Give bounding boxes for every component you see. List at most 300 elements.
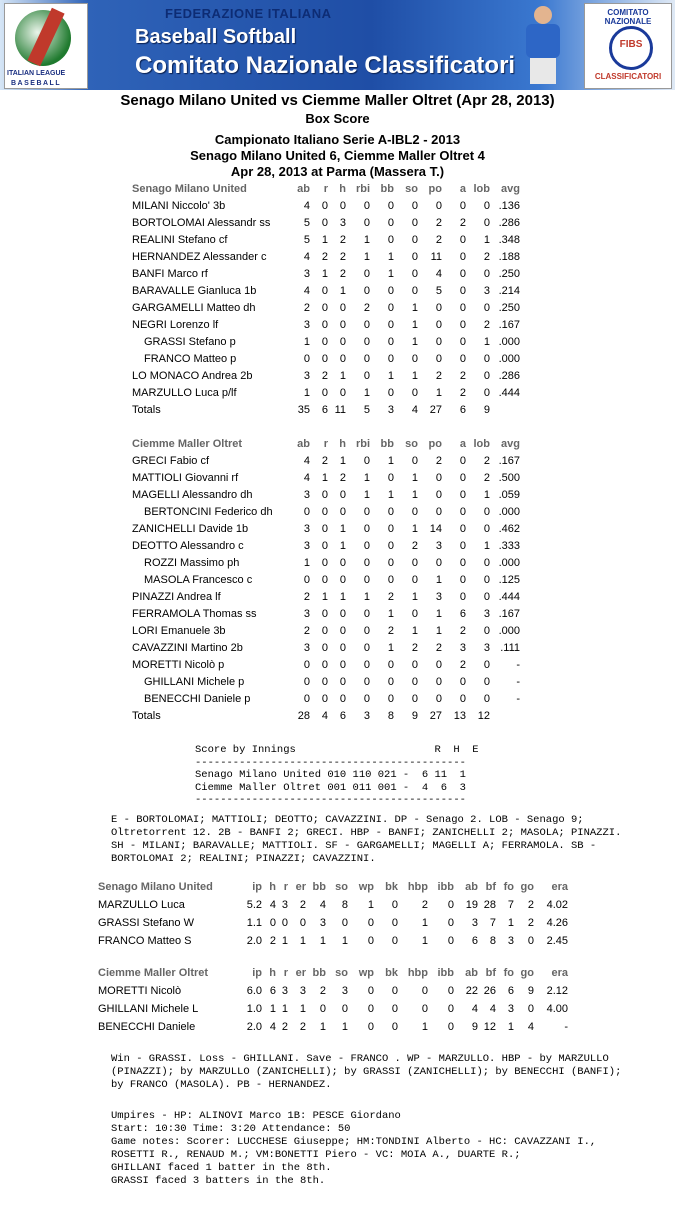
stat-so: 0 <box>411 455 418 467</box>
column-header-er: er <box>295 881 306 893</box>
stat-bb: 0 <box>387 336 394 348</box>
stat-r: 0 <box>321 353 328 365</box>
stat-h: 1 <box>339 285 346 297</box>
stat-lob: 2 <box>483 472 490 484</box>
table-row <box>132 283 520 300</box>
stat-r: 0 <box>321 642 328 654</box>
stat-a: 2 <box>459 217 466 229</box>
total-so: 4 <box>411 404 418 416</box>
stat-ip: 1.0 <box>246 1003 262 1015</box>
stat-so: 0 <box>341 1003 348 1015</box>
table-row <box>132 521 520 538</box>
stat-a: 0 <box>459 319 466 331</box>
stat-r: 0 <box>321 659 328 671</box>
stat-so: 2 <box>411 642 418 654</box>
stat-r: 0 <box>321 608 328 620</box>
stat-a: 0 <box>459 489 466 501</box>
stat-bb: 2 <box>387 625 394 637</box>
stat-bb: 3 <box>319 917 326 929</box>
stat-po: 0 <box>435 353 442 365</box>
stat-so: 0 <box>411 506 418 518</box>
pitcher-name: MARZULLO Luca <box>98 899 185 911</box>
stat-fo: 3 <box>507 1003 514 1015</box>
column-header-so: so <box>405 438 418 450</box>
stat-wp: 0 <box>367 1003 374 1015</box>
total-r: 4 <box>321 710 328 722</box>
column-header-a: a <box>459 183 466 195</box>
stat-r: 0 <box>321 557 328 569</box>
stat-hbp: 1 <box>421 935 428 947</box>
stat-ab: 0 <box>303 574 310 586</box>
column-header-hbp: hbp <box>407 967 428 979</box>
stat-h: 1 <box>269 1003 276 1015</box>
stat-avg: .444 <box>498 591 520 603</box>
stat-so: 0 <box>411 676 418 688</box>
stat-ibb: 0 <box>447 985 454 997</box>
pitcher-name: BENECCHI Daniele <box>98 1021 196 1033</box>
batting-table-away <box>132 436 520 725</box>
total-lob: 12 <box>477 710 490 722</box>
stat-avg: .348 <box>498 234 520 246</box>
stat-a: 0 <box>459 302 466 314</box>
player-name: MASOLA Francesco c <box>144 574 253 586</box>
stat-po: 2 <box>435 455 442 467</box>
stat-rbi: 0 <box>363 285 370 297</box>
stat-a: 0 <box>459 251 466 263</box>
fibs-logo <box>584 3 672 89</box>
column-header-bb: bb <box>380 438 394 450</box>
player-name: GRECI Fabio cf <box>132 455 210 467</box>
stat-ab: 6 <box>471 935 478 947</box>
stat-bb: 1 <box>319 1021 326 1033</box>
stat-ab: 5 <box>303 234 310 246</box>
stat-rbi: 0 <box>363 268 370 280</box>
column-header-r: r <box>323 438 328 450</box>
stat-r: 0 <box>321 336 328 348</box>
stat-so: 1 <box>411 523 418 535</box>
column-header-h: h <box>339 438 346 450</box>
stat-so: 0 <box>411 268 418 280</box>
stat-so: 3 <box>341 985 348 997</box>
stat-r: 0 <box>321 676 328 688</box>
pitcher-name: GRASSI Stefano W <box>98 917 194 929</box>
table-row <box>132 351 520 368</box>
stat-a: 0 <box>459 540 466 552</box>
stat-ab: 9 <box>471 1021 478 1033</box>
table-row <box>98 932 568 950</box>
stat-er: 1 <box>299 1003 306 1015</box>
stat-ip: 2.0 <box>246 935 262 947</box>
stat-lob: 0 <box>483 693 490 705</box>
table-row <box>132 198 520 215</box>
table-row <box>132 555 520 572</box>
stat-fo: 6 <box>507 985 514 997</box>
stat-ab: 5 <box>303 217 310 229</box>
player-name: DEOTTO Alessandro c <box>132 540 244 552</box>
pitching-header-row <box>98 964 568 982</box>
committee-name: Comitato Nazionale Classificatori <box>135 52 516 79</box>
totals-label: Totals <box>132 710 161 722</box>
player-name: GRASSI Stefano p <box>144 336 236 348</box>
stat-r: 0 <box>321 200 328 212</box>
column-header-rbi: rbi <box>355 438 370 450</box>
stat-h: 0 <box>339 557 346 569</box>
stat-bb: 1 <box>387 370 394 382</box>
stat-er: 2 <box>299 899 306 911</box>
column-header-ibb: ibb <box>437 967 454 979</box>
stat-avg: .444 <box>498 387 520 399</box>
column-header-wp: wp <box>358 967 374 979</box>
header-banner <box>0 0 675 90</box>
stat-era: 2.12 <box>546 985 568 997</box>
stat-bk: 0 <box>391 917 398 929</box>
stat-r: 2 <box>321 370 328 382</box>
total-lob: 9 <box>483 404 490 416</box>
stat-po: 0 <box>435 506 442 518</box>
total-avg <box>490 708 520 725</box>
team-name: Senago Milano United <box>132 183 247 195</box>
stat-h: 1 <box>339 523 346 535</box>
stat-bk: 0 <box>391 899 398 911</box>
table-row <box>98 896 568 914</box>
stat-h: 1 <box>339 455 346 467</box>
column-header-era: era <box>551 967 568 979</box>
stat-avg: .188 <box>498 251 520 263</box>
italian-league-logo <box>4 3 88 89</box>
player-name: GHILLANI Michele p <box>144 676 245 688</box>
stat-lob: 0 <box>483 506 490 518</box>
stat-lob: 0 <box>483 659 490 671</box>
stat-h: 1 <box>339 591 346 603</box>
stat-a: 0 <box>459 472 466 484</box>
stat-avg: - <box>516 693 520 705</box>
stat-lob: 1 <box>483 234 490 246</box>
stat-lob: 0 <box>483 200 490 212</box>
stat-ab: 22 <box>465 985 478 997</box>
stat-r: 1 <box>321 268 328 280</box>
player-name: BERTONCINI Federico dh <box>144 506 273 518</box>
stat-bb: 0 <box>387 523 394 535</box>
stat-h: 1 <box>339 370 346 382</box>
stat-bk: 0 <box>391 935 398 947</box>
stat-bb: 0 <box>387 676 394 688</box>
stat-rbi: 0 <box>363 523 370 535</box>
stat-h: 3 <box>339 217 346 229</box>
stat-po: 2 <box>435 217 442 229</box>
stat-h: 0 <box>269 917 276 929</box>
stat-rbi: 0 <box>363 625 370 637</box>
stat-po: 1 <box>435 574 442 586</box>
column-header-fo: fo <box>503 881 514 893</box>
total-po: 27 <box>429 710 442 722</box>
table-row <box>98 914 568 932</box>
player-name: MAGELLI Alessandro dh <box>132 489 253 501</box>
stat-ibb: 0 <box>447 917 454 929</box>
stat-rbi: 0 <box>363 642 370 654</box>
stat-avg: .000 <box>498 506 520 518</box>
stat-ip: 1.1 <box>246 917 262 929</box>
stat-h: 0 <box>339 506 346 518</box>
column-header-r: r <box>283 881 288 893</box>
table-row <box>132 606 520 623</box>
stat-lob: 1 <box>483 336 490 348</box>
stat-ab: 2 <box>303 302 310 314</box>
total-po: 27 <box>429 404 442 416</box>
stat-po: 2 <box>435 370 442 382</box>
stat-bb: 0 <box>387 506 394 518</box>
stat-rbi: 0 <box>363 353 370 365</box>
stat-r: 3 <box>281 985 288 997</box>
stat-r: 0 <box>321 217 328 229</box>
column-header-ab: ab <box>297 183 310 195</box>
stat-ab: 0 <box>303 676 310 688</box>
stat-bf: 28 <box>483 899 496 911</box>
column-header-so: so <box>335 881 348 893</box>
stat-h: 0 <box>339 387 346 399</box>
stat-rbi: 2 <box>363 302 370 314</box>
batting-notes: E - BORTOLOMAI; MATTIOLI; DEOTTO; CAVAZZINI. DP - Senago 2. LOB - Senago 9; Oltretorrent 12. 2B - BANFI 2; GRECI. HBP - BANFI; ZANICHELLI 2; MASOLA; PINAZZI. SH - MILANI; BARAVALLE; MATTIOLI. SF - GARGAMELLI; MAGELLI A; FERRAMOLA. SB - BORTOLOMAI 2; REALINI; PINAZZI; CAVAZZINI. <box>111 814 622 865</box>
stat-avg: .250 <box>498 302 520 314</box>
pitching-header-row <box>98 878 568 896</box>
stat-lob: 0 <box>483 268 490 280</box>
stat-po: 1 <box>435 608 442 620</box>
totals-row <box>132 402 520 419</box>
stat-bb: 4 <box>319 899 326 911</box>
stat-rbi: 1 <box>363 472 370 484</box>
total-h: 6 <box>339 710 346 722</box>
stat-so: 0 <box>411 693 418 705</box>
stat-ab: 2 <box>303 591 310 603</box>
table-row <box>132 487 520 504</box>
umpires: Umpires - HP: ALINOVI Marco 1B: PESCE Giordano <box>111 1110 401 1122</box>
column-header-ab: ab <box>465 967 478 979</box>
table-row <box>98 1018 568 1036</box>
stat-ab: 3 <box>471 917 478 929</box>
stat-so: 2 <box>411 540 418 552</box>
stat-bb: 0 <box>319 1003 326 1015</box>
player-name: MILANI Niccolo' 3b <box>132 200 226 212</box>
player-name: ROZZI Massimo ph <box>144 557 240 569</box>
stat-po: 2 <box>435 642 442 654</box>
table-row <box>132 266 520 283</box>
stat-hbp: 1 <box>421 917 428 929</box>
stat-h: 0 <box>339 642 346 654</box>
player-name: FRANCO Matteo p <box>144 353 237 365</box>
stat-lob: 0 <box>483 217 490 229</box>
stat-h: 0 <box>339 353 346 365</box>
stat-po: 2 <box>435 234 442 246</box>
column-header-ab: ab <box>297 438 310 450</box>
stat-rbi: 0 <box>363 540 370 552</box>
stat-ab: 3 <box>303 523 310 535</box>
stat-lob: 0 <box>483 302 490 314</box>
stat-lob: 2 <box>483 319 490 331</box>
stat-r: 3 <box>281 899 288 911</box>
stat-bf: 26 <box>483 985 496 997</box>
stat-avg: .250 <box>498 268 520 280</box>
stat-go: 0 <box>527 1003 534 1015</box>
stat-rbi: 0 <box>363 200 370 212</box>
fibs-circle-icon <box>609 26 653 70</box>
stat-lob: 2 <box>483 455 490 467</box>
stat-rbi: 0 <box>363 574 370 586</box>
stat-ab: 19 <box>465 899 478 911</box>
stat-po: 1 <box>435 387 442 399</box>
total-rbi: 3 <box>363 710 370 722</box>
stat-ab: 4 <box>303 251 310 263</box>
stat-avg: .462 <box>498 523 520 535</box>
stat-a: 2 <box>459 387 466 399</box>
table-row <box>132 215 520 232</box>
team-name: Ciemme Maller Oltret <box>98 967 209 979</box>
stat-ab: 3 <box>303 268 310 280</box>
stat-lob: 1 <box>483 540 490 552</box>
column-header-bb: bb <box>312 881 326 893</box>
column-header-era: era <box>551 881 568 893</box>
stat-fo: 3 <box>507 935 514 947</box>
totals-row <box>132 708 520 725</box>
right-logo-text-1: COMITATO NAZIONALE <box>604 8 652 26</box>
stat-wp: 0 <box>367 985 374 997</box>
federation-name: FEDERAZIONE ITALIANA <box>165 6 332 21</box>
total-rbi: 5 <box>363 404 370 416</box>
faced-note-1: GHILLANI faced 1 batter in the 8th. <box>111 1162 332 1174</box>
column-header-er: er <box>295 967 306 979</box>
total-ab: 28 <box>297 710 310 722</box>
stat-lob: 0 <box>483 676 490 688</box>
stat-po: 0 <box>435 489 442 501</box>
stat-bb: 0 <box>387 353 394 365</box>
stat-avg: .167 <box>498 608 520 620</box>
stat-h: 2 <box>269 935 276 947</box>
stat-so: 1 <box>341 1021 348 1033</box>
column-header-avg: avg <box>501 183 520 195</box>
stat-po: 0 <box>435 659 442 671</box>
stat-lob: 0 <box>483 370 490 382</box>
total-bb: 8 <box>387 710 394 722</box>
column-header-fo: fo <box>503 967 514 979</box>
stat-bb: 1 <box>387 642 394 654</box>
stat-ab: 4 <box>303 200 310 212</box>
stat-rbi: 0 <box>363 370 370 382</box>
table-row <box>98 982 568 1000</box>
stat-ab: 3 <box>303 319 310 331</box>
stat-rbi: 1 <box>363 387 370 399</box>
game-info <box>111 1110 631 1188</box>
championship: Campionato Italiano Serie A-IBL2 - 2013 <box>214 132 461 147</box>
stat-lob: 3 <box>483 642 490 654</box>
stat-era: 4.00 <box>546 1003 568 1015</box>
stat-a: 0 <box>459 455 466 467</box>
stat-h: 1 <box>339 540 346 552</box>
stat-r: 0 <box>321 302 328 314</box>
stat-bb: 1 <box>387 608 394 620</box>
stat-so: 0 <box>411 353 418 365</box>
stat-bb: 0 <box>387 387 394 399</box>
stat-rbi: 1 <box>363 489 370 501</box>
stat-h: 0 <box>339 676 346 688</box>
stat-a: 0 <box>459 506 466 518</box>
table-row <box>132 453 520 470</box>
pitcher-name: GHILLANI Michele L <box>98 1003 199 1015</box>
stat-hbp: 2 <box>421 899 428 911</box>
player-name: BARAVALLE Gianluca 1b <box>132 285 257 297</box>
stat-bb: 1 <box>319 935 326 947</box>
stat-so: 0 <box>411 387 418 399</box>
stat-lob: 0 <box>483 557 490 569</box>
stat-so: 0 <box>411 234 418 246</box>
column-header-bf: bf <box>485 881 496 893</box>
stat-er: 0 <box>299 917 306 929</box>
pitcher-name: FRANCO Matteo S <box>98 935 192 947</box>
stat-po: 3 <box>435 540 442 552</box>
stat-avg: .286 <box>498 370 520 382</box>
team-name: Senago Milano United <box>98 881 213 893</box>
stat-go: 0 <box>527 935 534 947</box>
stat-so: 1 <box>411 472 418 484</box>
totals-label: Totals <box>132 404 161 416</box>
stat-ibb: 0 <box>447 1003 454 1015</box>
stat-rbi: 1 <box>363 591 370 603</box>
team-name: Ciemme Maller Oltret <box>132 438 243 450</box>
fibs-text: FIBS <box>619 39 643 50</box>
player-name: REALINI Stefano cf <box>132 234 228 246</box>
stat-avg: .333 <box>498 540 520 552</box>
stat-r: 0 <box>321 574 328 586</box>
stat-h: 2 <box>339 268 346 280</box>
stat-avg: - <box>516 659 520 671</box>
stat-fo: 7 <box>507 899 514 911</box>
start-time: Start: 10:30 Time: 3:20 Attendance: 50 <box>111 1123 351 1135</box>
stat-er: 3 <box>299 985 306 997</box>
stat-po: 5 <box>435 285 442 297</box>
player-name: PINAZZI Andrea lf <box>132 591 221 603</box>
column-header-r: r <box>283 967 288 979</box>
stat-bb: 0 <box>387 200 394 212</box>
column-header-so: so <box>405 183 418 195</box>
stat-r: 1 <box>281 1003 288 1015</box>
stat-hbp: 0 <box>421 1003 428 1015</box>
stat-po: 1 <box>435 625 442 637</box>
stat-h: 2 <box>339 251 346 263</box>
stat-lob: 3 <box>483 285 490 297</box>
stat-ip: 2.0 <box>246 1021 262 1033</box>
stat-so: 0 <box>411 608 418 620</box>
stat-a: 2 <box>459 659 466 671</box>
stat-po: 3 <box>435 591 442 603</box>
stat-fo: 1 <box>507 917 514 929</box>
stat-era: 2.45 <box>546 935 568 947</box>
stat-rbi: 0 <box>363 217 370 229</box>
stat-er: 1 <box>299 935 306 947</box>
stat-rbi: 0 <box>363 455 370 467</box>
stat-bb: 0 <box>387 557 394 569</box>
left-logo-text-1: ITALIAN LEAGUE <box>7 70 66 77</box>
stat-bb: 0 <box>387 302 394 314</box>
stat-r: 2 <box>321 251 328 263</box>
total-h: 11 <box>334 404 346 416</box>
stat-a: 0 <box>459 336 466 348</box>
stat-h: 0 <box>339 319 346 331</box>
stat-h: 2 <box>339 234 346 246</box>
stat-so: 1 <box>341 935 348 947</box>
stat-avg: .500 <box>498 472 520 484</box>
stat-er: 2 <box>299 1021 306 1033</box>
column-header-ip: ip <box>252 881 262 893</box>
stat-so: 1 <box>411 591 418 603</box>
column-header-ip: ip <box>252 967 262 979</box>
stat-h: 6 <box>269 985 276 997</box>
